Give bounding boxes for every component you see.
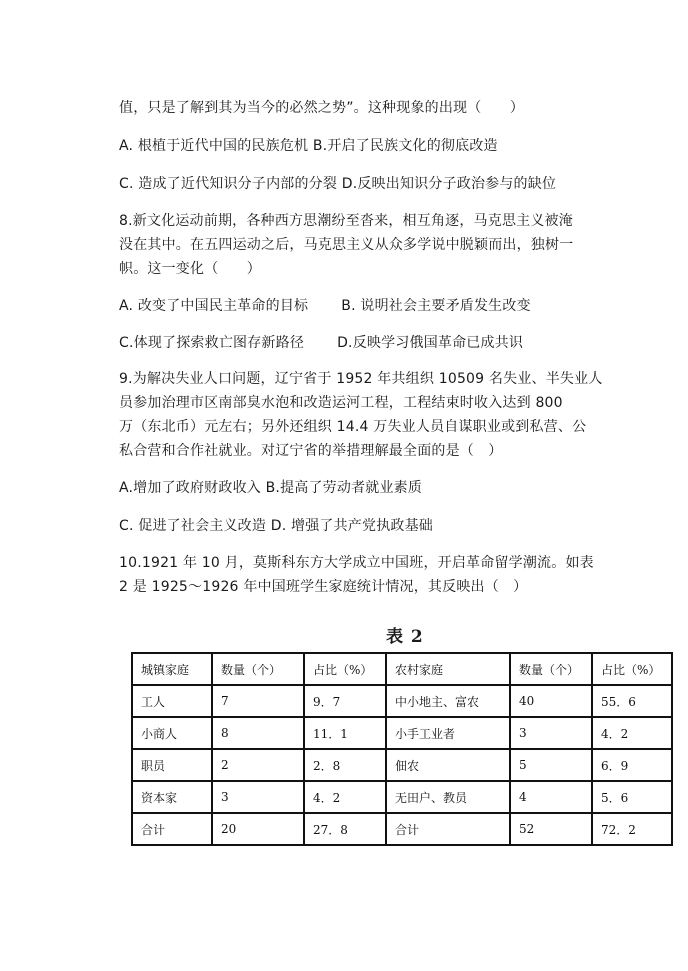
question-10-line-2: 2 是 1925～1926 年中国班学生家庭统计情况，其反映出（ ） — [119, 579, 528, 595]
question-8-line-1: 8.新文化运动前期，各种西方思潮纷至沓来，相互角逐，马克思主义被淹 — [119, 213, 573, 229]
table-cell: 中小地主、富农 — [386, 685, 510, 717]
table-row — [132, 685, 672, 717]
table-cell: 11．1 — [304, 717, 386, 749]
question-8-options-ab: A. 改变了中国民主革命的目标 B. 说明社会主要矛盾发生改变 — [119, 298, 531, 314]
table-cell: 合计 — [386, 813, 510, 845]
question-7-options-ab: A. 根植于近代中国的民族危机 B.开启了民族文化的彻底改造 — [119, 138, 498, 154]
table-cell: 小手工业者 — [386, 717, 510, 749]
table-cell: 资本家 — [132, 781, 212, 813]
question-9-line-4: 私合营和合作社就业。对辽宁省的举措理解最全面的是（ ） — [119, 443, 503, 459]
table-cell: 2．8 — [304, 749, 386, 781]
table-cell: 5 — [510, 749, 592, 781]
table-cell: 小商人 — [132, 717, 212, 749]
table-cell: 20 — [212, 813, 304, 845]
table-cell: 8 — [212, 717, 304, 749]
table-cell: 27．8 — [304, 813, 386, 845]
table-cell: 4．2 — [304, 781, 386, 813]
question-9-line-2: 员参加治理市区南部臭水泡和改造运河工程，工程结束时收入达到 800 — [119, 395, 563, 411]
question-7-text-tail: 值，只是了解到其为当今的必然之势”。这种现象的出现（ ） — [119, 100, 525, 116]
table-cell: 佃农 — [386, 749, 510, 781]
table-cell: 3 — [510, 717, 592, 749]
table-cell: 3 — [212, 781, 304, 813]
header-rural-percent: 占比（%） — [592, 653, 672, 685]
table-cell: 4．2 — [592, 717, 672, 749]
table-cell: 9．7 — [304, 685, 386, 717]
question-8-line-2: 没在其中。在五四运动之后，马克思主义从众多学说中脱颖而出，独树一 — [119, 237, 574, 253]
table-cell: 合计 — [132, 813, 212, 845]
table-cell: 40 — [510, 685, 592, 717]
header-urban-percent: 占比（%） — [304, 653, 386, 685]
header-urban-family: 城镇家庭 — [132, 653, 212, 685]
table-cell: 6．9 — [592, 749, 672, 781]
question-7-options-cd: C. 造成了近代知识分子内部的分裂 D.反映出知识分子政治参与的缺位 — [119, 176, 557, 192]
question-8-options-cd: C.体现了探索救亡图存新路径 D.反映学习俄国革命已成共识 — [119, 335, 524, 351]
table-cell: 4 — [510, 781, 592, 813]
question-9-line-1: 9.为解决失业人口问题，辽宁省于 1952 年共组织 10509 名失业、半失业人 — [119, 371, 603, 387]
family-statistics-table — [131, 652, 673, 846]
table-title: 表 2 — [386, 627, 424, 647]
table-cell: 7 — [212, 685, 304, 717]
table-cell: 工人 — [132, 685, 212, 717]
question-10-line-1: 10.1921 年 10 月，莫斯科东方大学成立中国班，开启革命留学潮流。如表 — [119, 555, 594, 571]
table-cell: 55．6 — [592, 685, 672, 717]
table-cell: 72．2 — [592, 813, 672, 845]
table-header-row — [132, 653, 672, 685]
table-row-total — [132, 813, 672, 845]
table-row — [132, 717, 672, 749]
table-cell: 无田户、教员 — [386, 781, 510, 813]
table-row — [132, 781, 672, 813]
table-cell: 2 — [212, 749, 304, 781]
table-cell: 职员 — [132, 749, 212, 781]
table-cell: 52 — [510, 813, 592, 845]
question-9-line-3: 万（东北币）元左右；另外还组织 14.4 万失业人员自谋职业或到私营、公 — [119, 419, 587, 435]
question-9-options-cd: C. 促进了社会主义改造 D. 增强了共产党执政基础 — [119, 518, 434, 534]
question-9-options-ab: A.增加了政府财政收入 B.提高了劳动者就业素质 — [119, 480, 423, 496]
header-urban-count: 数量（个） — [212, 653, 304, 685]
table-row — [132, 749, 672, 781]
header-rural-count: 数量（个） — [510, 653, 592, 685]
table-cell: 5．6 — [592, 781, 672, 813]
header-rural-family: 农村家庭 — [386, 653, 510, 685]
question-8-line-3: 帜。这一变化（ ） — [119, 261, 261, 277]
